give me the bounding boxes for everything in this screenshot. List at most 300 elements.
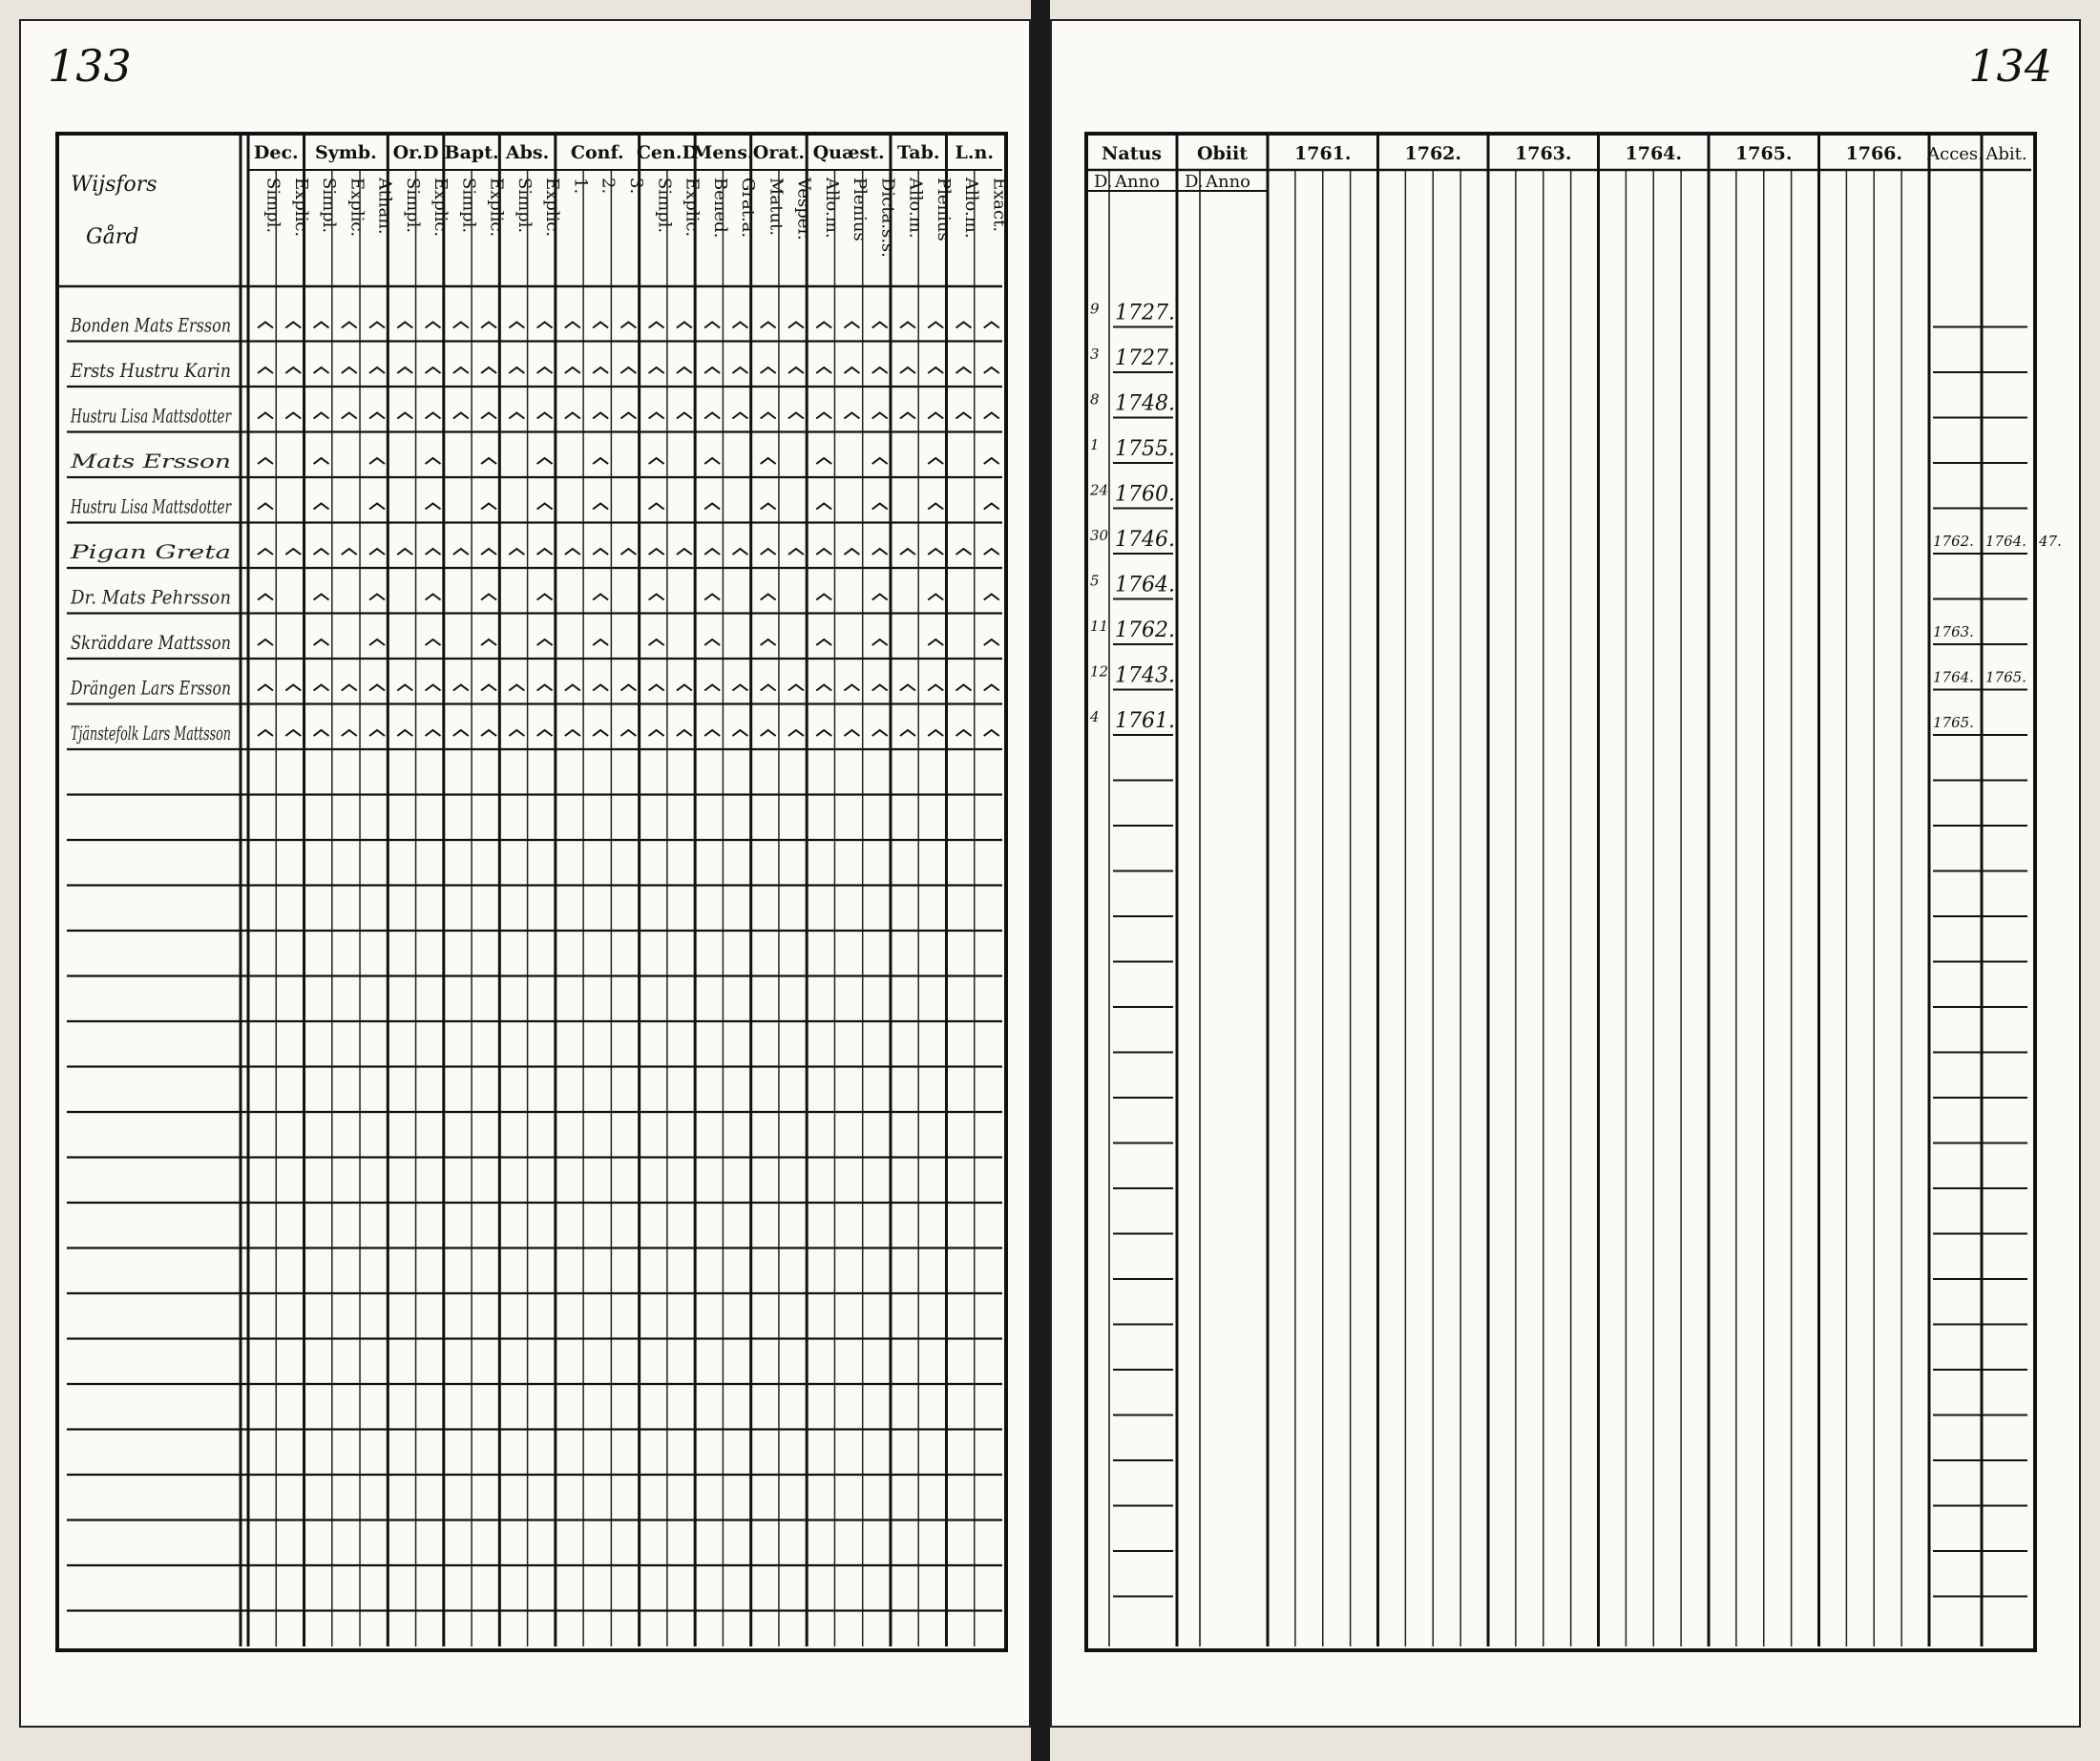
check-mark bbox=[788, 413, 804, 419]
check-mark bbox=[704, 504, 720, 510]
column-header-6: Cen.D bbox=[636, 142, 698, 163]
right-ledger-grid bbox=[1050, 19, 2081, 1728]
check-mark bbox=[761, 323, 776, 328]
check-mark bbox=[928, 595, 943, 600]
check-mark bbox=[537, 549, 553, 555]
check-mark bbox=[984, 639, 999, 645]
check-mark bbox=[453, 549, 469, 555]
check-mark bbox=[509, 413, 524, 419]
birth-year: 1761. bbox=[1115, 709, 1175, 733]
accessit-header: Acces. bbox=[1927, 144, 1984, 164]
check-mark bbox=[565, 549, 580, 555]
check-mark bbox=[872, 639, 888, 645]
person-name: Hustru Lisa Mattsdotter bbox=[70, 404, 232, 428]
check-mark bbox=[704, 367, 720, 373]
check-mark bbox=[928, 367, 943, 373]
check-mark bbox=[426, 413, 441, 419]
subheader-5-1: 2. bbox=[598, 178, 619, 195]
check-mark bbox=[732, 367, 747, 373]
subheader-6-1: Explic. bbox=[682, 178, 703, 238]
natus-day-header: D. bbox=[1094, 172, 1113, 192]
check-mark bbox=[258, 413, 273, 419]
check-mark bbox=[732, 413, 747, 419]
check-mark bbox=[258, 504, 273, 510]
title-line-2: Gård bbox=[86, 225, 139, 249]
subheader-1-0: Simpl. bbox=[319, 178, 340, 234]
check-mark bbox=[369, 639, 385, 645]
person-name: Tjänstefolk Lars Mattsson bbox=[71, 722, 231, 744]
check-mark bbox=[369, 685, 385, 691]
check-mark bbox=[677, 549, 692, 555]
check-mark bbox=[649, 367, 664, 373]
check-mark bbox=[426, 685, 441, 691]
check-mark bbox=[844, 413, 859, 419]
person-name: Bonden Mats Ersson bbox=[70, 313, 231, 337]
check-mark bbox=[761, 458, 776, 464]
check-mark bbox=[426, 458, 441, 464]
birth-year: 1755. bbox=[1115, 437, 1175, 461]
check-mark bbox=[453, 730, 469, 736]
birth-year: 1727. bbox=[1115, 346, 1175, 370]
check-mark bbox=[649, 413, 664, 419]
check-mark bbox=[453, 323, 469, 328]
check-mark bbox=[481, 685, 496, 691]
column-header-1: Symb. bbox=[315, 142, 377, 163]
check-mark bbox=[565, 730, 580, 736]
check-mark bbox=[537, 367, 553, 373]
check-mark bbox=[956, 730, 971, 736]
check-mark bbox=[258, 323, 273, 328]
check-mark bbox=[481, 367, 496, 373]
check-mark bbox=[285, 367, 301, 373]
check-mark bbox=[426, 367, 441, 373]
check-mark bbox=[928, 323, 943, 328]
birth-year: 1764. bbox=[1115, 573, 1175, 597]
subheader-10-0: Allo.m. bbox=[905, 178, 926, 239]
check-mark bbox=[285, 323, 301, 328]
check-mark bbox=[816, 323, 831, 328]
check-mark bbox=[620, 367, 636, 373]
check-mark bbox=[872, 458, 888, 464]
check-mark bbox=[509, 323, 524, 328]
check-mark bbox=[537, 504, 553, 510]
check-mark bbox=[928, 549, 943, 555]
person-name: Mats Ersson bbox=[69, 450, 231, 472]
check-mark bbox=[761, 504, 776, 510]
column-header-0: Dec. bbox=[253, 142, 299, 163]
check-mark bbox=[593, 730, 608, 736]
left-page-number: 133 bbox=[48, 40, 132, 92]
check-mark bbox=[956, 549, 971, 555]
check-mark bbox=[704, 730, 720, 736]
check-mark bbox=[285, 413, 301, 419]
check-mark bbox=[314, 639, 329, 645]
check-mark bbox=[984, 730, 999, 736]
check-mark bbox=[761, 685, 776, 691]
check-mark bbox=[481, 730, 496, 736]
subheader-4-0: Simpl. bbox=[514, 178, 535, 234]
check-mark bbox=[369, 458, 385, 464]
check-mark bbox=[761, 730, 776, 736]
subheader-6-0: Simpl. bbox=[654, 178, 675, 234]
subheader-0-0: Simpl. bbox=[262, 178, 284, 234]
check-mark bbox=[593, 595, 608, 600]
check-mark bbox=[426, 549, 441, 555]
check-mark bbox=[984, 595, 999, 600]
check-mark bbox=[928, 458, 943, 464]
check-mark bbox=[732, 685, 747, 691]
subheader-9-0: Allo.m. bbox=[821, 178, 842, 239]
check-mark bbox=[314, 730, 329, 736]
check-mark bbox=[984, 413, 999, 419]
birth-day: 9 bbox=[1090, 300, 1100, 318]
check-mark bbox=[732, 730, 747, 736]
check-mark bbox=[984, 367, 999, 373]
birth-day: 12 bbox=[1090, 662, 1109, 681]
person-name: Ersts Hustru Karin bbox=[70, 359, 231, 382]
subheader-0-1: Explic. bbox=[290, 178, 311, 238]
abiit-year: 1764. bbox=[1985, 533, 2026, 550]
year-header-4: 1765. bbox=[1735, 143, 1793, 164]
subheader-5-0: 1. bbox=[570, 178, 591, 195]
check-mark bbox=[677, 367, 692, 373]
check-mark bbox=[984, 685, 999, 691]
birth-day: 4 bbox=[1090, 708, 1100, 725]
check-mark bbox=[593, 685, 608, 691]
subheader-2-1: Explic. bbox=[430, 178, 452, 238]
check-mark bbox=[844, 685, 859, 691]
subheader-1-2: Athan. bbox=[374, 178, 395, 235]
check-mark bbox=[761, 595, 776, 600]
check-mark bbox=[649, 730, 664, 736]
check-mark bbox=[872, 504, 888, 510]
check-mark bbox=[704, 549, 720, 555]
check-mark bbox=[285, 549, 301, 555]
check-mark bbox=[704, 595, 720, 600]
check-mark bbox=[761, 549, 776, 555]
column-header-8: Orat. bbox=[752, 142, 806, 163]
check-mark bbox=[900, 685, 915, 691]
check-mark bbox=[677, 413, 692, 419]
check-mark bbox=[369, 595, 385, 600]
birth-year: 1760. bbox=[1115, 482, 1175, 507]
birth-day: 1 bbox=[1090, 436, 1100, 453]
check-mark bbox=[816, 730, 831, 736]
check-mark bbox=[984, 458, 999, 464]
check-mark bbox=[704, 323, 720, 328]
check-mark bbox=[928, 504, 943, 510]
subheader-7-0: Bened. bbox=[709, 178, 730, 239]
subheader-3-0: Simpl. bbox=[458, 178, 479, 234]
check-mark bbox=[816, 458, 831, 464]
birth-year: 1762. bbox=[1115, 618, 1175, 642]
check-mark bbox=[872, 730, 888, 736]
check-mark bbox=[928, 685, 943, 691]
check-mark bbox=[342, 323, 357, 328]
check-mark bbox=[816, 595, 831, 600]
check-mark bbox=[649, 549, 664, 555]
check-mark bbox=[872, 323, 888, 328]
check-mark bbox=[481, 595, 496, 600]
check-mark bbox=[342, 730, 357, 736]
left-ledger-grid bbox=[19, 19, 1031, 1728]
column-header-2: Or.D bbox=[392, 142, 439, 163]
person-name: Skräddare Mattsson bbox=[71, 631, 231, 654]
birth-year: 1746. bbox=[1115, 528, 1175, 552]
check-mark bbox=[314, 595, 329, 600]
abiit-header: Abit. bbox=[1985, 144, 2027, 164]
check-mark bbox=[258, 549, 273, 555]
check-mark bbox=[816, 504, 831, 510]
check-mark bbox=[984, 323, 999, 328]
check-mark bbox=[900, 730, 915, 736]
check-mark bbox=[369, 549, 385, 555]
check-mark bbox=[509, 730, 524, 736]
check-mark bbox=[704, 413, 720, 419]
subheader-11-0: Allo.m. bbox=[961, 178, 982, 239]
check-mark bbox=[732, 323, 747, 328]
check-mark bbox=[900, 549, 915, 555]
check-mark bbox=[565, 367, 580, 373]
check-mark bbox=[844, 323, 859, 328]
check-mark bbox=[314, 549, 329, 555]
check-mark bbox=[984, 549, 999, 555]
subheader-8-0: Matut. bbox=[766, 178, 787, 236]
subheader-9-1: Plenius bbox=[850, 178, 871, 241]
year-header-5: 1766. bbox=[1845, 143, 1902, 164]
check-mark bbox=[258, 639, 273, 645]
person-name: Hustru Lisa Mattsdotter bbox=[70, 494, 232, 518]
check-mark bbox=[649, 595, 664, 600]
person-name: Pigan Greta bbox=[69, 540, 231, 563]
column-header-3: Bapt. bbox=[444, 142, 499, 163]
check-mark bbox=[369, 323, 385, 328]
check-mark bbox=[314, 685, 329, 691]
birth-day: 3 bbox=[1090, 346, 1100, 363]
accessit-year: 1762. bbox=[1933, 533, 1974, 550]
subheader-11-1: Exact. bbox=[989, 178, 1010, 233]
check-mark bbox=[285, 730, 301, 736]
check-mark bbox=[314, 323, 329, 328]
check-mark bbox=[844, 549, 859, 555]
column-header-4: Abs. bbox=[505, 142, 550, 163]
check-mark bbox=[537, 730, 553, 736]
check-mark bbox=[481, 504, 496, 510]
check-mark bbox=[984, 504, 999, 510]
year-header-3: 1764. bbox=[1625, 143, 1682, 164]
check-mark bbox=[565, 323, 580, 328]
check-mark bbox=[761, 367, 776, 373]
check-mark bbox=[537, 323, 553, 328]
subheader-8-1: Vesper. bbox=[793, 178, 814, 241]
check-mark bbox=[481, 458, 496, 464]
check-mark bbox=[509, 549, 524, 555]
check-mark bbox=[453, 413, 469, 419]
accessit-year: 1765. bbox=[1933, 714, 1974, 731]
natus-header: Natus bbox=[1102, 143, 1162, 164]
check-mark bbox=[816, 413, 831, 419]
check-mark bbox=[593, 639, 608, 645]
check-mark bbox=[537, 595, 553, 600]
check-mark bbox=[397, 549, 412, 555]
check-mark bbox=[928, 730, 943, 736]
birth-day: 11 bbox=[1090, 618, 1109, 635]
check-mark bbox=[900, 413, 915, 419]
check-mark bbox=[426, 595, 441, 600]
check-mark bbox=[593, 323, 608, 328]
check-mark bbox=[956, 685, 971, 691]
left-page bbox=[19, 19, 1031, 1728]
check-mark bbox=[285, 685, 301, 691]
birth-day: 5 bbox=[1090, 572, 1100, 590]
check-mark bbox=[704, 639, 720, 645]
check-mark bbox=[314, 413, 329, 419]
subheader-2-0: Simpl. bbox=[402, 178, 423, 234]
check-mark bbox=[620, 730, 636, 736]
check-mark bbox=[761, 639, 776, 645]
subheader-10-1: Plenius bbox=[933, 178, 954, 241]
subheader-3-1: Explic. bbox=[486, 178, 507, 238]
check-mark bbox=[426, 639, 441, 645]
check-mark bbox=[593, 458, 608, 464]
right-page-number: 134 bbox=[1968, 40, 2052, 92]
check-mark bbox=[314, 504, 329, 510]
check-mark bbox=[397, 323, 412, 328]
check-mark bbox=[788, 730, 804, 736]
check-mark bbox=[844, 730, 859, 736]
check-mark bbox=[565, 685, 580, 691]
check-mark bbox=[397, 730, 412, 736]
subheader-7-1: Grat.a. bbox=[738, 178, 759, 239]
check-mark bbox=[900, 367, 915, 373]
birth-year: 1748. bbox=[1115, 391, 1175, 416]
check-mark bbox=[649, 504, 664, 510]
check-mark bbox=[620, 323, 636, 328]
birth-year: 1727. bbox=[1115, 301, 1175, 325]
check-mark bbox=[704, 458, 720, 464]
check-mark bbox=[649, 323, 664, 328]
check-mark bbox=[369, 367, 385, 373]
margin-note: 47. bbox=[2039, 533, 2062, 550]
check-mark bbox=[537, 685, 553, 691]
check-mark bbox=[872, 685, 888, 691]
check-mark bbox=[258, 730, 273, 736]
check-mark bbox=[788, 685, 804, 691]
column-header-5: Conf. bbox=[570, 142, 624, 163]
column-header-9: Quæst. bbox=[812, 142, 885, 163]
check-mark bbox=[788, 367, 804, 373]
check-mark bbox=[369, 504, 385, 510]
check-mark bbox=[677, 685, 692, 691]
column-header-10: Tab. bbox=[896, 142, 940, 163]
check-mark bbox=[397, 685, 412, 691]
check-mark bbox=[342, 413, 357, 419]
check-mark bbox=[788, 323, 804, 328]
check-mark bbox=[369, 413, 385, 419]
subheader-9-2: Dicta.s.s. bbox=[877, 178, 898, 258]
check-mark bbox=[620, 685, 636, 691]
check-mark bbox=[928, 639, 943, 645]
obiit-day-header: D. bbox=[1185, 172, 1204, 192]
check-mark bbox=[649, 639, 664, 645]
natus-anno-header: Anno bbox=[1115, 172, 1161, 192]
check-mark bbox=[593, 504, 608, 510]
check-mark bbox=[397, 367, 412, 373]
check-mark bbox=[481, 549, 496, 555]
check-mark bbox=[816, 367, 831, 373]
check-mark bbox=[258, 685, 273, 691]
check-mark bbox=[426, 730, 441, 736]
check-mark bbox=[481, 323, 496, 328]
check-mark bbox=[258, 367, 273, 373]
person-name: Dr. Mats Pehrsson bbox=[70, 585, 231, 609]
check-mark bbox=[620, 413, 636, 419]
check-mark bbox=[900, 323, 915, 328]
check-mark bbox=[816, 549, 831, 555]
column-header-11: L.n. bbox=[955, 142, 994, 163]
check-mark bbox=[872, 595, 888, 600]
check-mark bbox=[537, 413, 553, 419]
check-mark bbox=[342, 685, 357, 691]
check-mark bbox=[649, 685, 664, 691]
obiit-anno-header: Anno bbox=[1206, 172, 1251, 192]
check-mark bbox=[593, 367, 608, 373]
check-mark bbox=[844, 367, 859, 373]
check-mark bbox=[649, 458, 664, 464]
year-header-2: 1763. bbox=[1515, 143, 1572, 164]
birth-day: 24 bbox=[1090, 481, 1109, 499]
check-mark bbox=[928, 413, 943, 419]
check-mark bbox=[453, 685, 469, 691]
subheader-1-1: Explic. bbox=[346, 178, 368, 238]
title-line-1: Wijsfors bbox=[71, 173, 158, 197]
check-mark bbox=[481, 413, 496, 419]
birth-day: 8 bbox=[1090, 390, 1100, 409]
check-mark bbox=[816, 685, 831, 691]
check-mark bbox=[956, 323, 971, 328]
check-mark bbox=[509, 367, 524, 373]
check-mark bbox=[314, 367, 329, 373]
check-mark bbox=[426, 323, 441, 328]
accessit-year: 1764. bbox=[1933, 668, 1974, 686]
check-mark bbox=[509, 685, 524, 691]
check-mark bbox=[426, 504, 441, 510]
abiit-year: 1765. bbox=[1985, 668, 2026, 686]
check-mark bbox=[537, 458, 553, 464]
check-mark bbox=[956, 413, 971, 419]
check-mark bbox=[677, 730, 692, 736]
check-mark bbox=[620, 549, 636, 555]
check-mark bbox=[732, 549, 747, 555]
check-mark bbox=[593, 549, 608, 555]
right-page bbox=[1050, 19, 2081, 1728]
birth-year: 1743. bbox=[1115, 663, 1175, 688]
check-mark bbox=[369, 730, 385, 736]
check-mark bbox=[872, 549, 888, 555]
check-mark bbox=[872, 367, 888, 373]
check-mark bbox=[258, 458, 273, 464]
check-mark bbox=[314, 458, 329, 464]
check-mark bbox=[342, 549, 357, 555]
check-mark bbox=[788, 549, 804, 555]
check-mark bbox=[593, 413, 608, 419]
check-mark bbox=[342, 367, 357, 373]
subheader-4-1: Explic. bbox=[542, 178, 563, 238]
check-mark bbox=[761, 413, 776, 419]
check-mark bbox=[677, 323, 692, 328]
year-header-1: 1762. bbox=[1404, 143, 1461, 164]
year-header-0: 1761. bbox=[1294, 143, 1352, 164]
